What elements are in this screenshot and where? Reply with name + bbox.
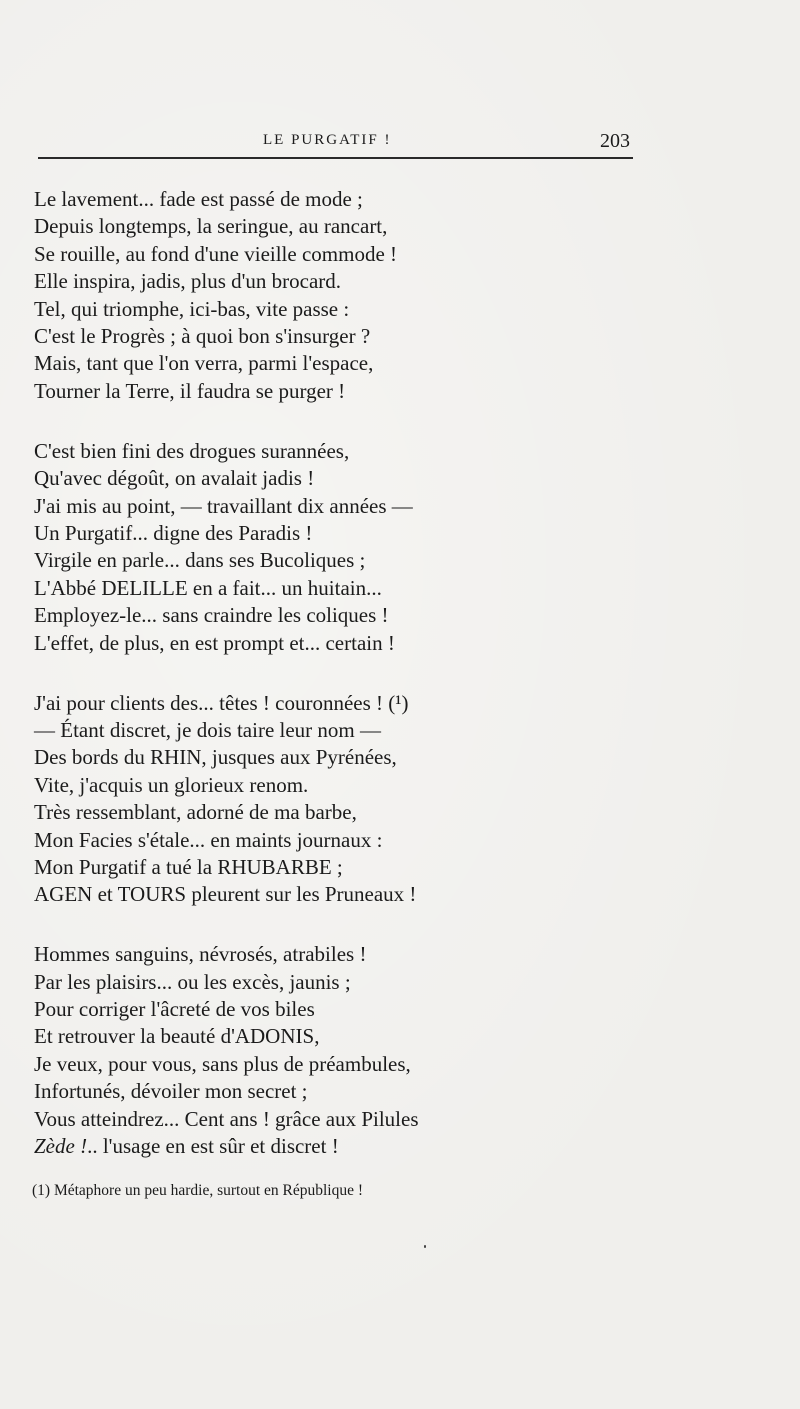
verse-line: Elle inspira, jadis, plus d'un brocard. [34, 269, 342, 294]
verse-line: Des bords du RHIN, jusques aux Pyrénées, [34, 745, 397, 770]
verse-line: Et retrouver la beauté d'ADONIS, [34, 1024, 320, 1049]
verse-line: Mais, tant que l'on verra, parmi l'espace, [34, 351, 374, 376]
verse-line-rest: .. l'usage en est sûr et discret ! [87, 1134, 339, 1159]
verse-line: C'est le Progrès ; à quoi bon s'insurger ? [34, 324, 371, 349]
verse-line: Infortunés, dévoiler mon secret ; [34, 1079, 308, 1104]
poem [34, 186, 514, 1193]
stanza-3 [34, 690, 514, 909]
verse-italic-word: Zède ! [34, 1134, 88, 1159]
verse-line: C'est bien fini des drogues surannées, [34, 438, 350, 463]
page-header [38, 128, 630, 154]
verse-line: Par les plaisirs... ou les excès, jaunis ; [34, 969, 351, 994]
paper-speck [424, 1245, 426, 1248]
verse-line: L'Abbé DELILLE en a fait... un huitain... [34, 575, 382, 600]
stanza-4 [34, 941, 514, 1160]
verse-line: Depuis longtemps, la seringue, au rancart, [34, 214, 388, 239]
verse-line: Le lavement... fade est passé de mode ; [34, 187, 363, 211]
verse-line: Très ressemblant, adorné de ma barbe, [34, 800, 357, 825]
verse-line-last [34, 1133, 514, 1160]
verse-line: J'ai pour clients des... têtes ! couronnées ! (¹) [34, 690, 409, 715]
footnote: (1) Métaphore un peu hardie, surtout en République ! [32, 1182, 364, 1199]
verse-line: Employez-le... sans craindre les coliques ! [34, 603, 389, 628]
verse-line: Qu'avec dégoût, on avalait jadis ! [34, 466, 315, 491]
verse-line: Tourner la Terre, il faudra se purger ! [34, 378, 346, 403]
header-rule [38, 157, 633, 159]
verse-line: Mon Facies s'étale... en maints journaux : [34, 827, 383, 852]
verse-line: Vite, j'acquis un glorieux renom. [34, 772, 309, 797]
verse-line: Je veux, pour vous, sans plus de préambules, [34, 1051, 411, 1076]
stanza-1 [34, 186, 514, 405]
verse-line: — Étant discret, je dois taire leur nom — [34, 717, 381, 742]
verse-line: L'effet, de plus, en est prompt et... certain ! [34, 630, 395, 655]
verse-line: Vous atteindrez... Cent ans ! grâce aux Pilules [34, 1106, 419, 1131]
stanza-2 [34, 438, 514, 657]
verse-line: Mon Purgatif a tué la RHUBARBE ; [34, 854, 343, 879]
page-number: 203 [600, 130, 630, 152]
verse-line: Tel, qui triomphe, ici-bas, vite passe : [34, 296, 350, 321]
verse-line: Se rouille, au fond d'une vieille commode ! [34, 241, 398, 266]
verse-line: Un Purgatif... digne des Paradis ! [34, 520, 313, 545]
verse-line: J'ai mis au point, — travaillant dix années — [34, 493, 413, 518]
verse-line: AGEN et TOURS pleurent sur les Pruneaux ! [34, 882, 417, 907]
verse-line: Hommes sanguins, névrosés, atrabiles ! [34, 942, 367, 967]
running-head: LE PURGATIF ! [263, 132, 392, 148]
verse-line: Pour corriger l'âcreté de vos biles [34, 997, 315, 1022]
verse-line: Virgile en parle... dans ses Bucoliques ; [34, 548, 366, 573]
